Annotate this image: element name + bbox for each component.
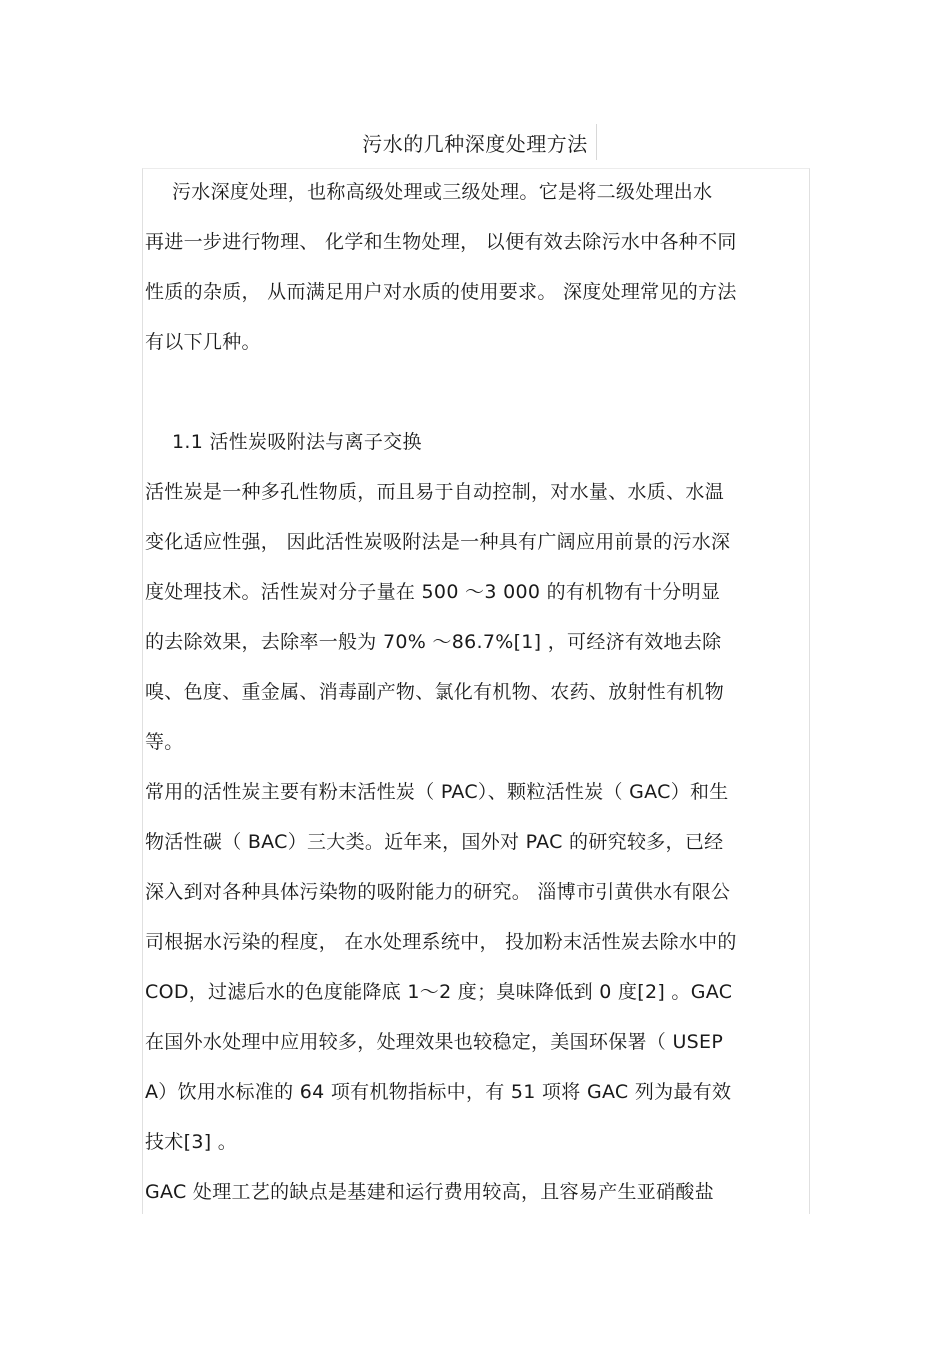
paragraph1-line-4: 的去除效果，去除率一般为 70% ～86.7%[1] ，可经济有效地去除 [145,631,722,653]
paragraph1-line-5: 嗅、色度、重金属、消毒副产物、氯化有机物、农药、放射性有机物 [145,681,725,703]
paragraph1-line-2: 变化适应性强， 因此活性炭吸附法是一种具有广阔应用前景的污水深 [145,531,731,553]
paragraph1-line-6: 等。 [145,731,184,753]
intro-line-3: 性质的杂质， 从而满足用户对水质的使用要求。 深度处理常见的方法 [145,281,737,303]
paragraph2-line-3: 深入到对各种具体污染物的吸附能力的研究。 淄博市引黄供水有限公 [145,881,731,903]
intro-line-2: 再进一步进行物理、 化学和生物处理， 以便有效去除污水中各种不同 [145,231,737,253]
paragraph3-line-1: GAC 处理工艺的缺点是基建和运行费用较高，且容易产生亚硝酸盐 [145,1181,714,1203]
intro-line-4: 有以下几种。 [145,331,261,353]
section-heading: 1.1 活性炭吸附法与离子交换 [172,431,422,453]
paragraph2-line-8: 技术[3] 。 [145,1131,238,1153]
paragraph2-line-2: 物活性碳（ BAC）三大类。近年来，国外对 PAC 的研究较多，已经 [145,831,724,853]
paragraph2-line-4: 司根据水污染的程度， 在水处理系统中， 投加粉末活性炭去除水中的 [145,931,737,953]
paragraph2-line-1: 常用的活性炭主要有粉末活性炭（ PAC）、颗粒活性炭（ GAC）和生 [145,781,729,803]
page-title: 污水的几种深度处理方法 [362,132,588,156]
paragraph1-line-1: 活性炭是一种多孔性物质，而且易于自动控制，对水量、水质、水温 [145,481,725,503]
paragraph2-line-7: A）饮用水标准的 64 项有机物指标中，有 51 项将 GAC 列为最有效 [145,1081,732,1103]
paragraph2-line-6: 在国外水处理中应用较多，处理效果也较稳定，美国环保署（ USEP [145,1031,724,1053]
intro-line-1: 污水深度处理，也称高级处理或三级处理。它是将二级处理出水 [172,181,713,203]
paragraph2-line-5: COD，过滤后水的色度能降底 1～2 度；臭味降低到 0 度[2] 。GAC [145,981,733,1003]
paragraph1-line-3: 度处理技术。活性炭对分子量在 500 ～3 000 的有机物有十分明显 [145,581,721,603]
